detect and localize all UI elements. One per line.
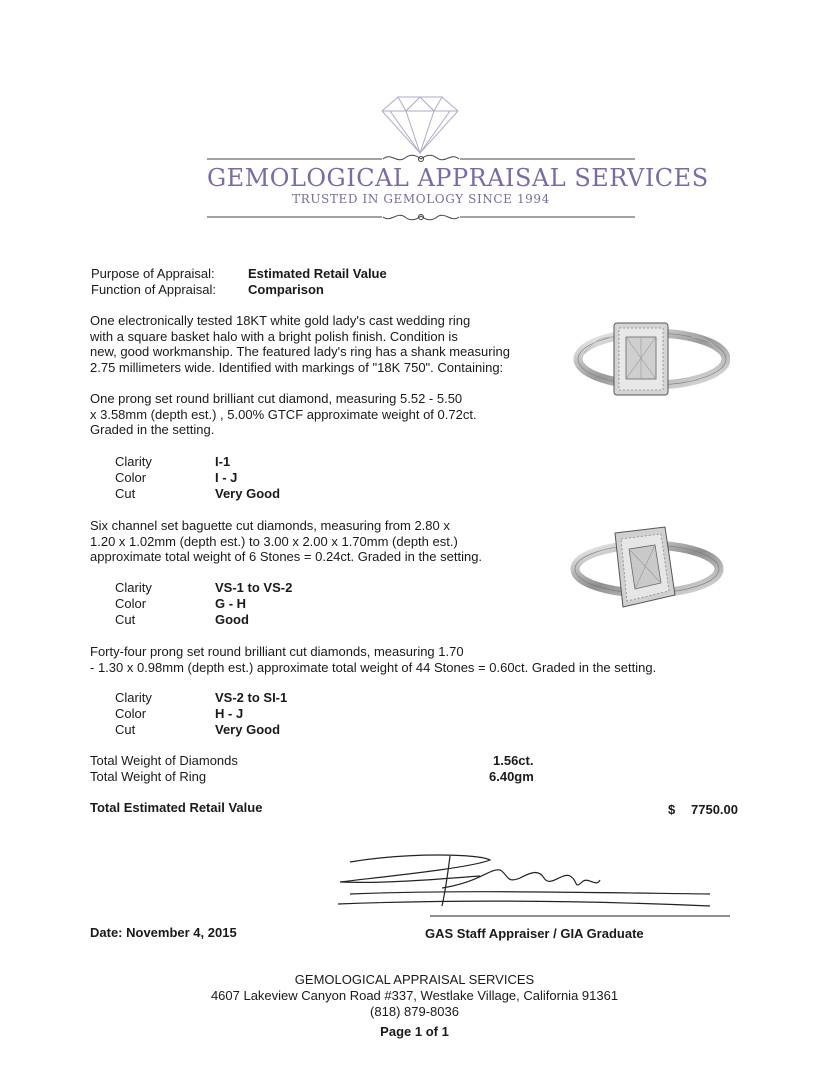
total-diamonds-value: 1.56ct.	[493, 753, 534, 768]
clarity-label: Clarity	[115, 690, 152, 705]
function-label: Function of Appraisal:	[91, 282, 217, 297]
stone-2-description	[90, 518, 482, 565]
total-retail-value: 7750.00	[691, 802, 738, 817]
stone-description-line: Forty-four prong set round brilliant cut diamonds, measuring 1.70	[90, 644, 464, 659]
clarity-label: Clarity	[115, 454, 152, 469]
stone-description-line: One prong set round brilliant cut diamond, measuring 5.52 - 5.50	[90, 391, 463, 406]
cut-label: Cut	[115, 722, 136, 737]
ring-photo-top	[572, 313, 730, 405]
color-label: Color	[115, 596, 147, 611]
clarity-value: I-1	[215, 454, 231, 469]
footer-company: GEMOLOGICAL APPRAISAL SERVICES	[294, 972, 535, 987]
header-ornament-bottom	[207, 209, 635, 225]
cut-label: Cut	[115, 486, 136, 501]
total-retail-label: Total Estimated Retail Value	[90, 800, 263, 815]
stone-description-line: Graded in the setting.	[90, 422, 215, 437]
company-name: GEMOLOGICAL APPRAISAL SERVICES	[207, 164, 709, 192]
total-ring-label: Total Weight of Ring	[90, 769, 207, 784]
stone-description-line: x 3.58mm (depth est.) , 5.00% GTCF approximate weight of 0.72ct.	[90, 406, 477, 422]
clarity-value: VS-2 to SI-1	[215, 690, 288, 705]
clarity-label: Clarity	[115, 580, 152, 595]
footer-address: 4607 Lakeview Canyon Road #337, Westlake Village, California 91361	[210, 988, 619, 1003]
cut-value: Good	[215, 612, 249, 627]
function-value: Comparison	[248, 282, 324, 297]
total-diamonds-label: Total Weight of Diamonds	[90, 753, 238, 768]
color-label: Color	[115, 470, 147, 485]
stone-description-line: 1.20 x 1.02mm (depth est.) to 3.00 x 2.00 x 1.70mm (depth est.)	[90, 533, 458, 549]
color-label: Color	[115, 706, 147, 721]
diamond-logo-icon	[380, 93, 460, 155]
currency-symbol: $	[668, 802, 676, 817]
stone-description-line: - 1.30 x 0.98mm (depth est.) approximate total weight of 44 Stones = 0.60ct. Graded in the setting.	[90, 659, 657, 675]
page-number: Page 1 of 1	[380, 1024, 449, 1039]
appraiser-signature	[330, 848, 730, 918]
appraisal-date: Date: November 4, 2015	[90, 925, 237, 940]
total-ring-value: 6.40gm	[489, 769, 534, 784]
color-value: G - H	[215, 596, 247, 611]
stone-3-description	[90, 644, 656, 675]
appraiser-title: GAS Staff Appraiser / GIA Graduate	[425, 926, 644, 941]
item-description	[90, 313, 510, 375]
description-line: One electronically tested 18KT white gold lady's cast wedding ring	[90, 313, 471, 328]
cut-label: Cut	[115, 612, 136, 627]
purpose-label: Purpose of Appraisal:	[91, 266, 215, 281]
description-line: 2.75 millimeters wide. Identified with markings of "18K 750". Containing:	[90, 359, 504, 375]
stone-1-description	[90, 391, 477, 438]
purpose-value: Estimated Retail Value	[248, 266, 387, 281]
description-line: with a square basket halo with a bright polish finish. Condition is	[90, 328, 458, 344]
cut-value: Very Good	[215, 486, 281, 501]
color-value: I - J	[215, 470, 238, 485]
color-value: H - J	[215, 706, 244, 721]
stone-description-line: approximate total weight of 6 Stones = 0.24ct. Graded in the setting.	[90, 549, 483, 564]
clarity-value: VS-1 to VS-2	[215, 580, 293, 595]
footer-phone: (818) 879-8036	[370, 1004, 459, 1019]
company-tagline: TRUSTED IN GEMOLOGY SINCE 1994	[292, 192, 550, 206]
stone-description-line: Six channel set baguette cut diamonds, measuring from 2.80 x	[90, 518, 450, 533]
ring-photo-bottom	[567, 517, 725, 627]
description-line: new, good workmanship. The featured lady's ring has a shank measuring	[90, 344, 510, 359]
cut-value: Very Good	[215, 722, 281, 737]
